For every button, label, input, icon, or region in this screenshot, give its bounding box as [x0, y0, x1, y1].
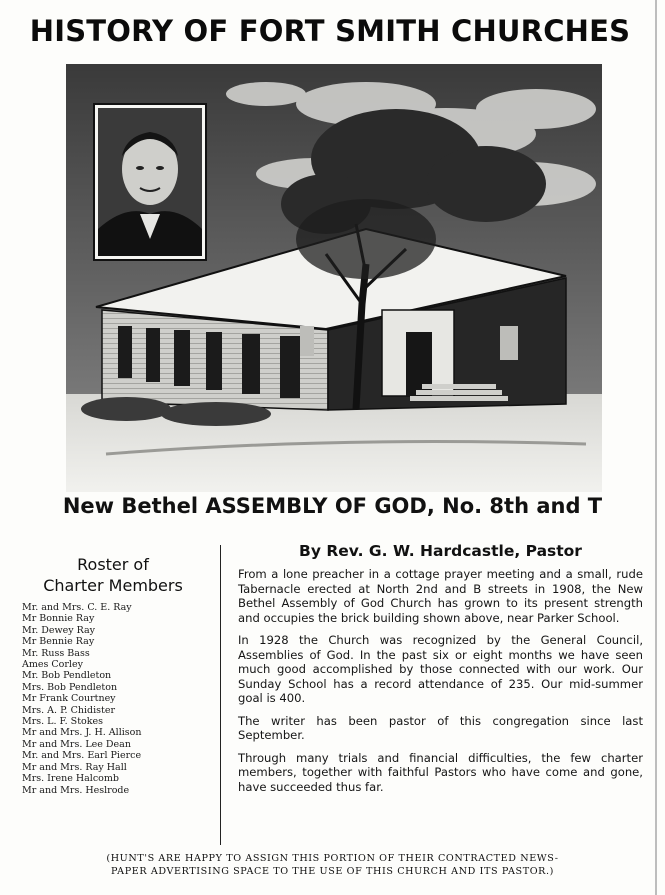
- list-item: Mr and Mrs. Ray Hall: [22, 761, 127, 773]
- list-item: Ames Corley: [22, 659, 83, 671]
- church-name-subhead: New Bethel ASSEMBLY OF GOD, No. 8th and T: [62, 494, 603, 518]
- front-steps: [410, 384, 508, 401]
- roster-list: [22, 602, 212, 796]
- list-item: Mrs. A. P. Chidister: [22, 704, 115, 716]
- article-paragraph: The writer has been pastor of this congregation since last September.: [238, 713, 643, 742]
- list-item: Mrs. L. F. Stokes: [22, 716, 103, 728]
- page-headline: HISTORY OF FORT SMITH CHURCHES: [29, 14, 631, 48]
- list-item: Mr. Dewey Ray: [22, 624, 96, 636]
- article-paragraph: In 1928 the Church was recognized by the General Council, Assemblies of God. In the past six or eight months we have seen much good accomplished by those connected with our work. Our Sunday School has a record attendance of 235. Our mid-summer goal is 400.: [238, 633, 643, 705]
- roster-title-line2: Charter Members: [43, 576, 183, 595]
- list-item: Mr. and Mrs. Earl Pierce: [22, 750, 142, 762]
- front-window-left: [300, 326, 314, 356]
- pastor-portrait: [94, 104, 206, 260]
- roster-section: [22, 554, 212, 796]
- list-item: Mr. Bob Pendleton: [22, 670, 112, 682]
- footer-line2: PAPER ADVERTISING SPACE TO THE USE OF THIS CHURCH AND ITS PASTOR.): [111, 866, 554, 877]
- footer-note: [0, 852, 665, 878]
- list-item: Mr Bennie Ray: [22, 636, 95, 648]
- list-item: Mrs. Irene Halcomb: [22, 773, 119, 785]
- list-item: Mr Frank Courtney: [22, 693, 116, 705]
- list-item: Mr and Mrs. Heslrode: [22, 784, 130, 796]
- page-edge-rule: [655, 0, 657, 895]
- front-window: [500, 326, 518, 360]
- article-paragraph: Through many trials and financial difficulties, the few charter members, together with faithful Pastors who have come and gone, have succeeded thus far.: [238, 750, 643, 794]
- list-item: Mrs. Bob Pendleton: [22, 681, 118, 693]
- list-item: Mr. Russ Bass: [22, 647, 90, 659]
- byline: By Rev. G. W. Hardcastle, Pastor: [299, 542, 582, 560]
- list-item: Mr and Mrs. Lee Dean: [22, 738, 131, 750]
- list-item: Mr. and Mrs. C. E. Ray: [22, 602, 132, 613]
- roster-title-line1: Roster of: [77, 555, 149, 574]
- article-paragraph: From a lone preacher in a cottage prayer meeting and a small, rude Tabernacle erected at North 2nd and B streets in 1908, the New Bethel Assembly of God Church has grown to its present strength and occupies the brick building shown above, near Parker School.: [238, 567, 643, 625]
- footer-line1: (HUNT'S ARE HAPPY TO ASSIGN THIS PORTION OF THEIR CONTRACTED NEWS-: [106, 853, 559, 864]
- article-body: [238, 542, 643, 802]
- church-illustration: [66, 64, 602, 492]
- list-item: Mr and Mrs. J. H. Allison: [22, 727, 142, 739]
- column-divider: [220, 545, 221, 845]
- church-photo: [66, 64, 602, 492]
- list-item: Mr Bonnie Ray: [22, 613, 95, 625]
- roster-title: [22, 554, 212, 596]
